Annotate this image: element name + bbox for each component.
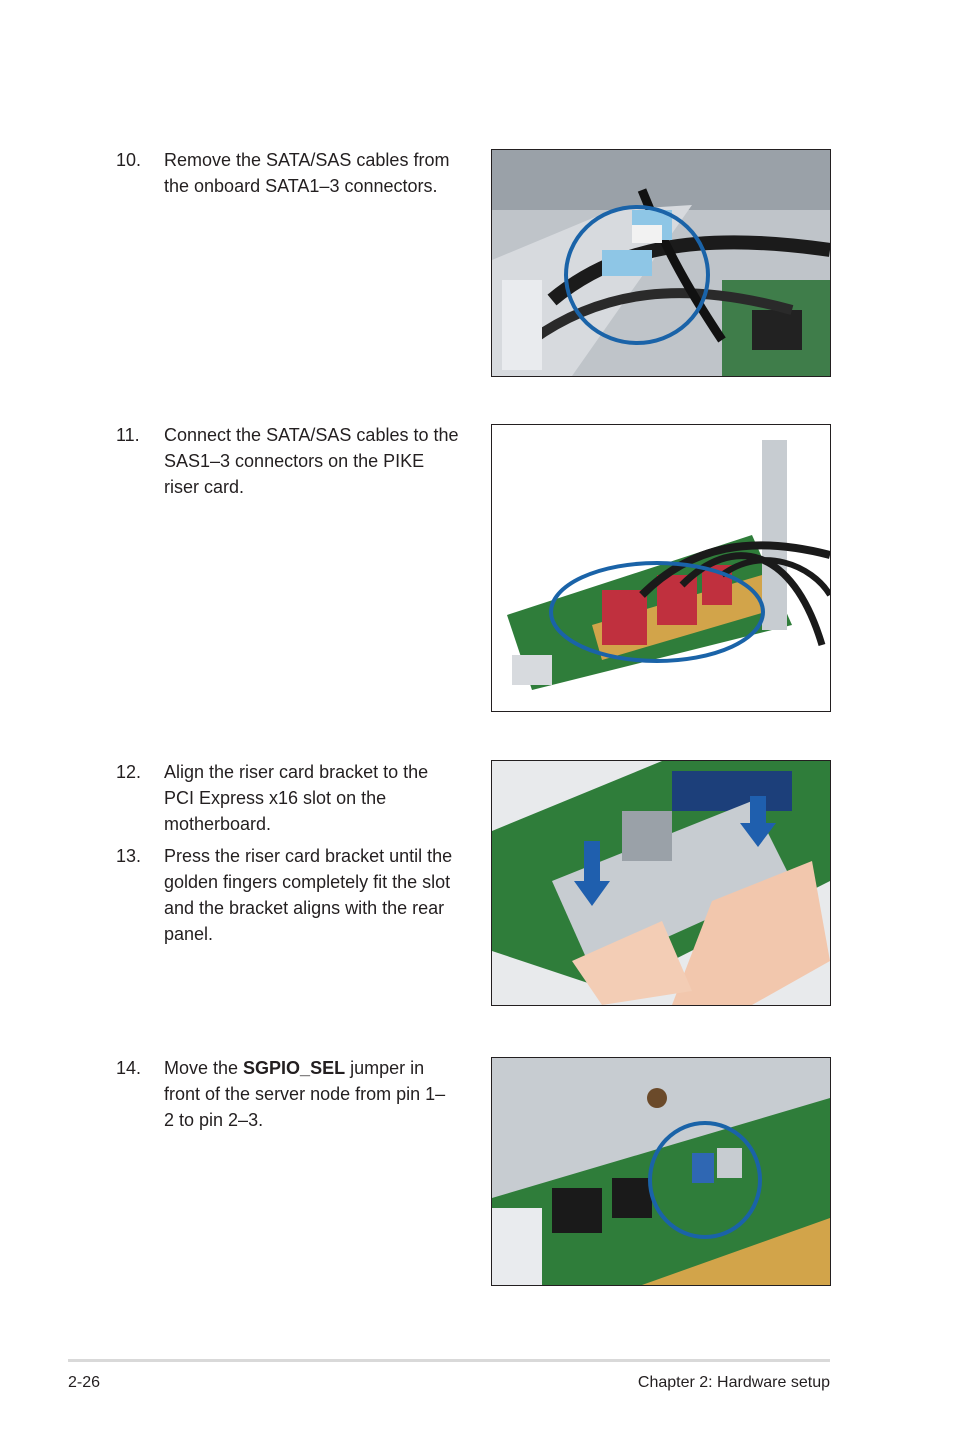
step-number: 13. xyxy=(116,846,142,866)
step-text: Align the riser card bracket to the PCI Express x16 slot on the motherboard. xyxy=(164,762,429,834)
step-number: 14. xyxy=(116,1058,142,1078)
photo-align-riser-bracket xyxy=(491,760,831,1006)
step-text: Remove the SATA/SAS cables from the onboard SATA1–3 connectors. xyxy=(164,150,450,196)
photo-sgpio-jumper xyxy=(491,1057,831,1286)
step-text: Press the riser card bracket until the golden fingers completely fit the slot and the bracket aligns with the rear panel. xyxy=(164,846,453,944)
photo-connect-sas-cables xyxy=(491,424,831,712)
step-number: 11. xyxy=(116,425,140,445)
step-number: 12. xyxy=(116,762,142,782)
step-text-before: Move the xyxy=(164,1058,244,1078)
photo-remove-sata-cables xyxy=(491,149,831,377)
step-text-after: jumper in front of the server node from pin 1–2 to pin 2–3. xyxy=(164,1058,446,1130)
step-text xyxy=(164,1055,454,1133)
chapter-title: Chapter 2: Hardware setup xyxy=(637,1374,830,1391)
jumper-name: SGPIO_SEL xyxy=(243,1058,346,1078)
step-number: 10. xyxy=(116,150,142,170)
page-number: 2-26 xyxy=(68,1374,101,1391)
step-text: Connect the SATA/SAS cables to the SAS1–3 connectors on the PIKE riser card. xyxy=(164,425,459,497)
footer-divider xyxy=(68,1359,830,1362)
